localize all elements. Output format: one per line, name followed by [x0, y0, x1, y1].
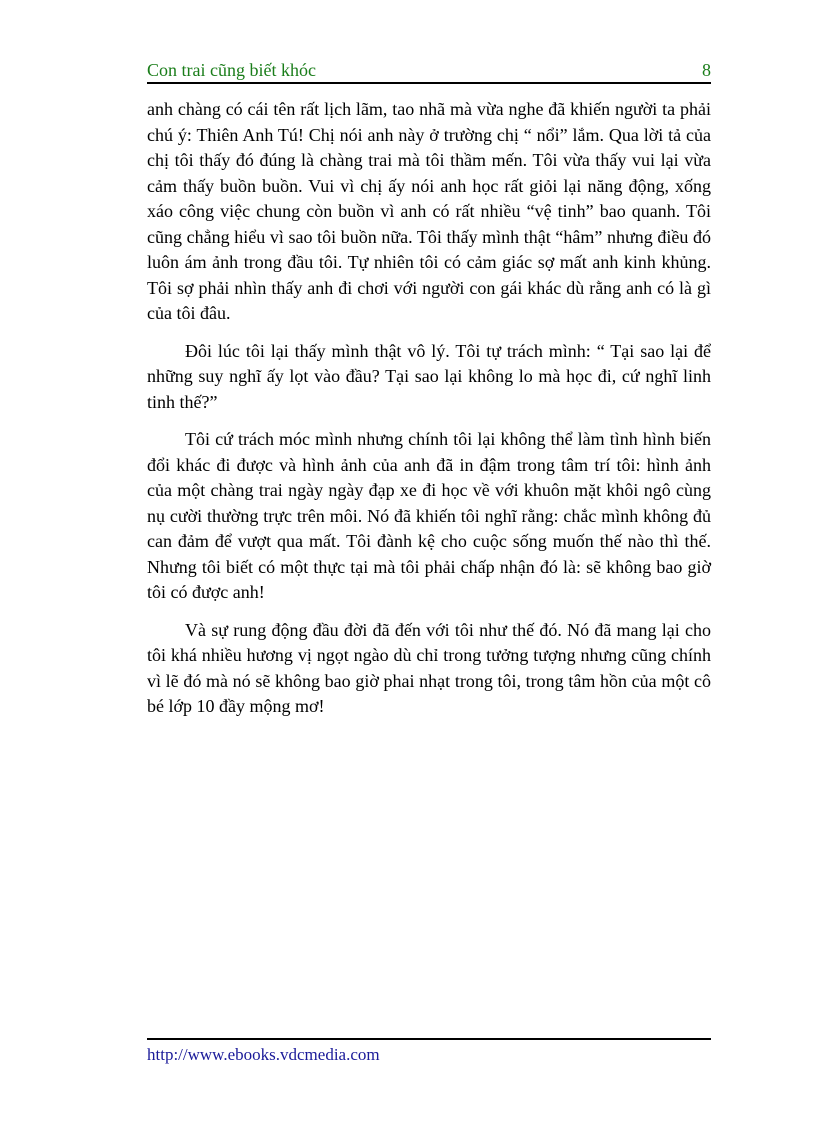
page-number: 8 — [702, 60, 711, 80]
footer-url-link[interactable]: http://www.ebooks.vdcmedia.com — [147, 1045, 380, 1064]
page-body — [147, 97, 711, 732]
paragraph-3: Tôi cứ trách móc mình nhưng chính tôi lại không thể làm tình hình biến đổi khác đi được và hình ảnh của anh đã in đậm trong tâm trí tôi: hình ảnh của một chàng trai ngày ngày đạp xe đi học về với khuôn mặt khôi ngô cùng nụ cười thường trực trên môi. Nó đã khiến tôi nghĩ rằng: chắc mình không đủ can đảm để vượt qua mất. Tôi đành kệ cho cuộc sống muốn thế nào thì thế. Nhưng tôi biết có một thực tại mà tôi phải chấp nhận đó là: sẽ không bao giờ tôi có được anh! — [147, 429, 711, 602]
page-footer — [147, 1038, 711, 1065]
book-title: Con trai cũng biết khóc — [147, 60, 316, 80]
paragraph-4: Và sự rung động đầu đời đã đến với tôi như thế đó. Nó đã mang lại cho tôi khá nhiều hương vị ngọt ngào dù chỉ trong tưởng tượng nhưng cũng chính vì lẽ đó mà nó sẽ không bao giờ phai nhạt trong tôi, trong tâm hồn của một cô bé lớp 10 đầy mộng mơ! — [147, 619, 711, 716]
paragraph-1: anh chàng có cái tên rất lịch lãm, tao nhã mà vừa nghe đã khiến người ta phải chú ý: Thiên Anh Tú! Chị nói anh này ở trường chị “ nổi” lắm. Qua lời tả của chị tôi thấy đó đúng là chàng trai mà tôi thầm mến. Tôi vừa thấy vui lại vừa cảm thấy buồn buồn. Vui vì chị ấy nói anh học rất giỏi lại năng động, xống xáo công việc chung còn buồn vì anh có rất nhiều “vệ tinh” bao quanh. Tôi cũng chẳng hiểu vì sao tôi buồn nữa. Tôi thấy mình thật “hâm” nhưng điều đó luôn ám ảnh trong đầu tôi. Tự nhiên tôi có cảm giác sợ mất anh kinh khủng. Tôi sợ phải nhìn thấy anh đi chơi với người con gái khác dù rằng anh có là gì của tôi đâu. — [147, 99, 711, 323]
paragraph-2: Đôi lúc tôi lại thấy mình thật vô lý. Tôi tự trách mình: “ Tại sao lại để những suy nghĩ ấy lọt vào đầu? Tại sao lại không lo mà học đi, cứ nghĩ linh tinh thế?” — [147, 340, 711, 412]
page-header — [147, 60, 711, 84]
